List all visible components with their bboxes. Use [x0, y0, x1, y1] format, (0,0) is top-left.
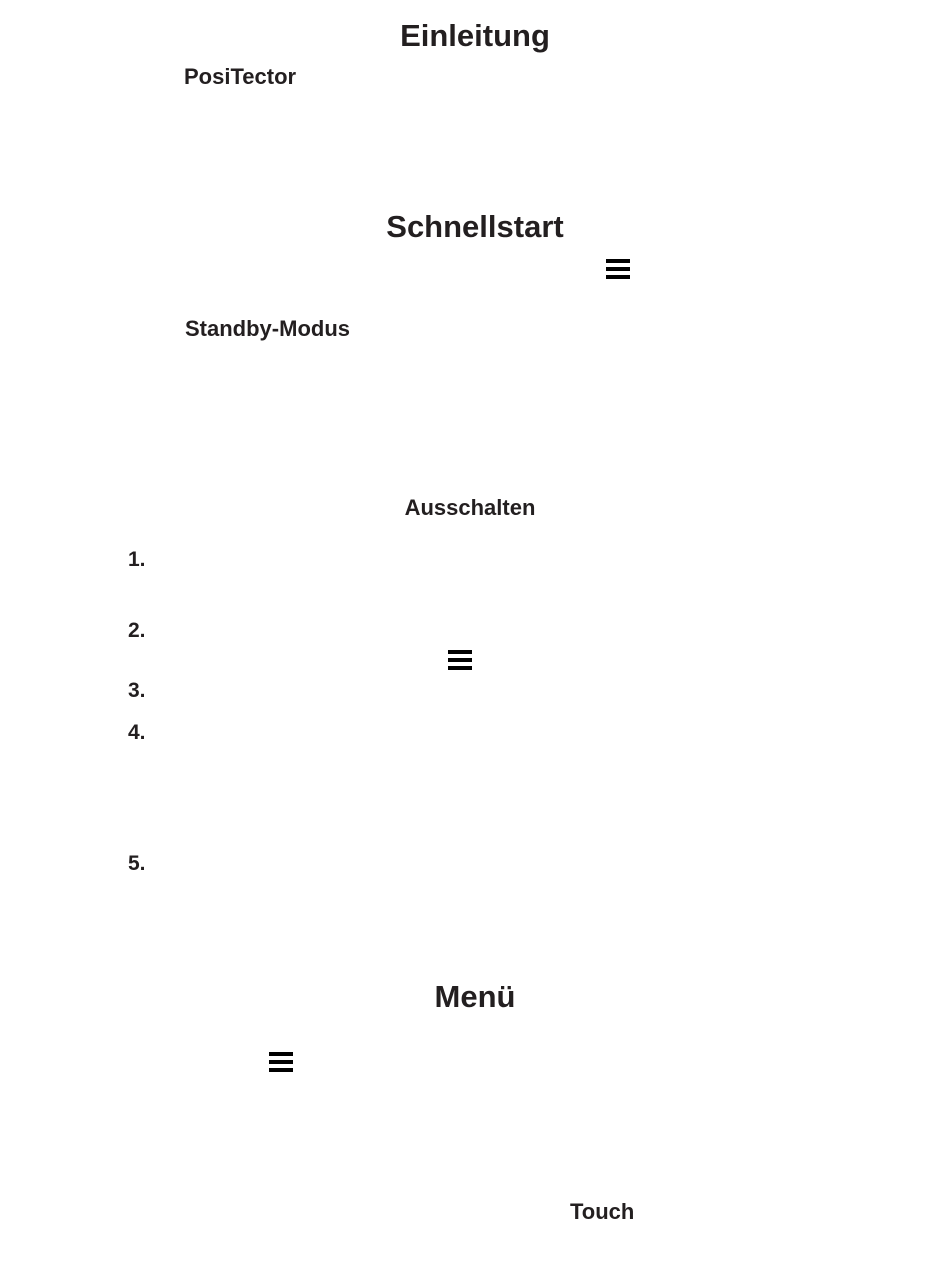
- step-number-5: 5.: [128, 852, 146, 875]
- section-heading-einleitung: Einleitung: [400, 18, 550, 53]
- step-number-4: 4.: [128, 721, 146, 744]
- step-number-1: 1.: [128, 548, 146, 571]
- menu-icon: [606, 259, 630, 279]
- standby-mode-label: Standby-Modus: [185, 316, 350, 341]
- step-number-2: 2.: [128, 619, 146, 642]
- section-heading-ausschalten: Ausschalten: [404, 495, 536, 520]
- section-heading-schnellstart: Schnellstart: [386, 209, 564, 244]
- brand-name-positector: PosiTector: [184, 64, 297, 89]
- step-number-3: 3.: [128, 679, 146, 702]
- touch-label: Touch: [570, 1199, 635, 1224]
- menu-icon: [448, 650, 472, 670]
- menu-icon: [269, 1052, 293, 1072]
- section-heading-menu: Menü: [434, 979, 516, 1014]
